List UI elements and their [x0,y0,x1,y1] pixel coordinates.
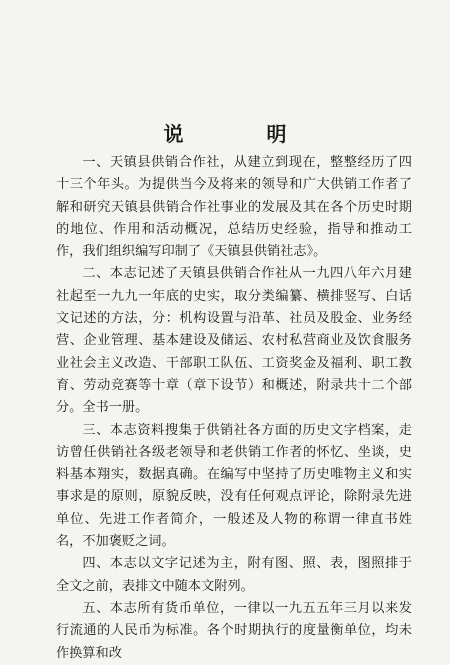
paragraph-1: 一、天镇县供销合作社，从建立到现在，整整经历了四十三个年头。为提供当今及将来的领导和广大供销工作者了解和研究天镇县供销合作社事业的发展及其在各个历史时期的地位、作用和活动概况，总结历史经验，指导和推动工作，我们组织编写印制了《天镇县供销社志》。 [56,155,412,260]
paragraph-4: 四、本志以文字记述为主，附有图、照、表，图照排于全文之前，表排文中随本文附列。 [56,556,412,594]
page-title: 说 明 [163,122,325,146]
document-body [56,152,412,665]
paragraph-3: 三、本志资料搜集于供销社各方面的历史文字档案，走访曾任供销社各级老领导和老供销工作者的怀忆、坐谈，史料基本翔实，数据真确。在编写中坚持了历史唯物主义和实事求是的原则，原貌反映，没有任何观点评论，除附录先进单位、先进工作者简介，一般述及人物的称谓一律直书姓名，不加褒贬之词。 [56,422,412,550]
paragraph-5: 五、本志所有货币单位，一律以一九五五年三月以来发行流通的人民币为标准。各个时期执行的度量衡单位，均未作换算和改 [56,600,412,661]
paragraph-2: 二、本志记述了天镇县供销合作社从一九四八年六月建社起至一九九一年底的史实，取分类编纂、横排竖写、白话文记述的方法，分：机构设置与沿革、社员及股金、业务经营、企业管理、基本建设及储运、农村私营商业及饮食服务业社会主义改造、干部职工队伍、工资奖金及福利、职工教育、劳动竞赛等十章（章下设节）和概述，附录共十二个部分。全书一册。 [56,266,412,416]
